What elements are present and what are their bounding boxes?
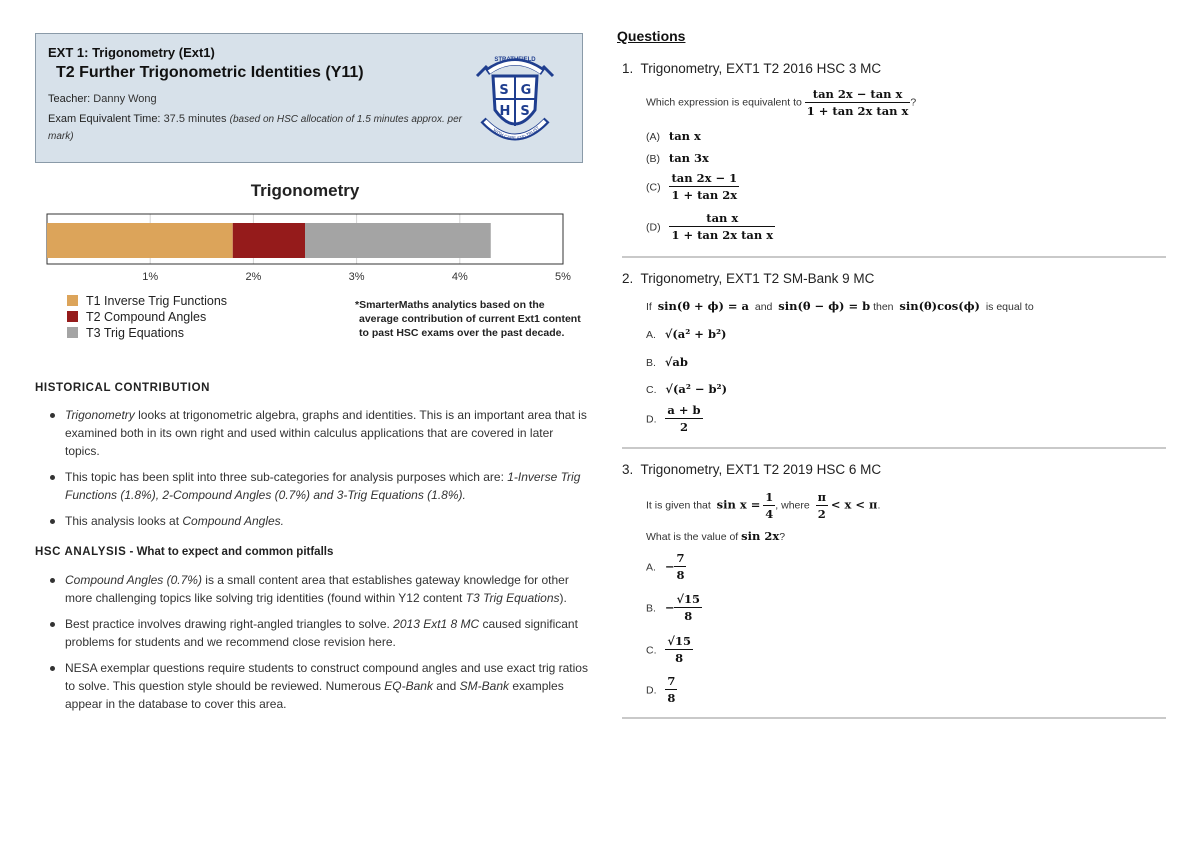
x-tick-label: 2% bbox=[245, 271, 262, 283]
question-1-prompt: Which expression is equivalent to $\frac{\text{tan 2x − tan x}}{\text{1 + tan 2x tan x}}$ ? bbox=[646, 87, 917, 118]
q3-option-a[interactable]: A. − $\frac{7}{8}$ bbox=[646, 551, 685, 582]
legend-item-t3 bbox=[67, 326, 184, 340]
exam-time-note: (based on HSC allocation of 1.5 minutes approx. per mark) bbox=[48, 114, 462, 142]
q2-option-d[interactable]: D. $\frac{a + b}{2}$ bbox=[646, 403, 701, 434]
list-item: Trigonometry looks at trigonometric algebra, graphs and identities. This is an important area that is examined both in its own right and used within calculus applications that are covered in later topics. bbox=[35, 406, 590, 460]
hsc-heading: HSC ANALYSIS - What to expect and common pitfalls bbox=[35, 546, 334, 558]
q1-option-b[interactable]: (B) tan 3x bbox=[646, 151, 709, 165]
historical-list bbox=[35, 406, 590, 538]
x-tick-label: 5% bbox=[555, 271, 571, 283]
question-1-title: 1. Trigonometry, EXT1 T2 2016 HSC 3 MC bbox=[622, 61, 882, 76]
x-tick-label: 1% bbox=[142, 271, 159, 283]
legend-label-t3: T3 Trig Equations bbox=[86, 326, 184, 340]
q3-option-c[interactable]: C. $\frac{√15}{8}$ bbox=[646, 634, 691, 665]
q2-option-c[interactable]: C. √(a² − b²) bbox=[646, 382, 728, 396]
question-3-ask: What is the value of sin 2x? bbox=[646, 529, 786, 543]
q3-option-d[interactable]: D. $\frac{7}{8}$ bbox=[646, 674, 676, 705]
question-3-prompt: It is given that sin x = $\frac{1}{4}$ , where $\frac{\pi}{2}$ < x < π. bbox=[646, 490, 881, 521]
chart-title: Trigonometry bbox=[250, 181, 360, 200]
legend-swatch-t2 bbox=[67, 311, 78, 322]
crest-letter-4: S bbox=[520, 104, 530, 119]
teacher-line bbox=[48, 93, 157, 105]
crest-top-text: STRATHFIELD bbox=[494, 57, 536, 63]
chart-note: *SmarterMaths analytics based on the average contribution of current Ext1 content to past HSC exams over the past decade. bbox=[355, 299, 581, 339]
crest-motto: WITH CARE AND TRUST bbox=[492, 125, 541, 141]
hsc-list bbox=[35, 571, 590, 721]
crest-letter-1: S bbox=[499, 83, 509, 98]
exam-time-line bbox=[48, 111, 478, 145]
bar-segment-t1 bbox=[47, 223, 233, 258]
legend-item-t1 bbox=[67, 294, 227, 308]
x-tick-label: 3% bbox=[348, 271, 365, 283]
course-label: EXT 1: Trigonometry (Ext1) bbox=[48, 45, 215, 60]
question-2-title: 2. Trigonometry, EXT1 T2 SM-Bank 9 MC bbox=[622, 271, 875, 286]
school-crest-icon bbox=[473, 42, 557, 152]
q3-option-b[interactable]: B. − $\frac{√15}{8}$ bbox=[646, 592, 701, 623]
question-divider bbox=[622, 447, 1166, 449]
legend-swatch-t1 bbox=[67, 295, 78, 306]
legend-item-t2 bbox=[67, 310, 206, 324]
stacked-bar-chart bbox=[40, 210, 580, 290]
legend-label-t2: T2 Compound Angles bbox=[86, 310, 207, 324]
header-box bbox=[35, 33, 583, 163]
question-divider bbox=[622, 717, 1166, 719]
q2-option-b[interactable]: B. √ab bbox=[646, 355, 688, 369]
question-1-expression: $\frac{\text{tan 2x − tan x}}{\text{1 + tan 2x tan x}}$ bbox=[806, 87, 909, 118]
x-tick-label: 4% bbox=[451, 271, 468, 283]
teacher-name: Danny Wong bbox=[93, 93, 157, 105]
historical-heading: HISTORICAL CONTRIBUTION bbox=[35, 382, 211, 394]
page-title: T2 Further Trigonometric Identities (Y11) bbox=[56, 64, 364, 81]
list-item: Compound Angles (0.7%) is a small content area that establishes gateway knowledge for other more challenging topics like solving trig identities (found within Y12 content T3 Trig Equations). bbox=[35, 571, 590, 607]
q1-option-d[interactable]: (D) $\frac{\text{tan x}}{\text{1 + tan 2x tan x}}$ bbox=[646, 211, 774, 242]
list-item: This topic has been split into three sub-categories for analysis purposes which are: 1-Inverse Trig Functions (1.8%), 2-Compound Angles (0.7%) and 3-Trig Equations (1.8%). bbox=[35, 468, 590, 504]
list-item: This analysis looks at Compound Angles. bbox=[35, 512, 590, 530]
legend-swatch-t3 bbox=[67, 327, 78, 338]
teacher-label: Teacher: bbox=[48, 93, 91, 105]
exam-time-label: Exam Equivalent Time: bbox=[48, 113, 161, 125]
questions-heading: Questions bbox=[617, 28, 686, 44]
q2-option-a[interactable]: A. √(a² + b²) bbox=[646, 327, 727, 341]
list-item: Best practice involves drawing right-angled triangles to solve. 2013 Ext1 8 MC caused significant problems for students and we recommend close revision here. bbox=[35, 615, 590, 651]
question-3-title: 3. Trigonometry, EXT1 T2 2019 HSC 6 MC bbox=[622, 462, 882, 477]
list-item: NESA exemplar questions require students to construct compound angles and use exact trig ratios to solve. This question style should be reviewed. Numerous EQ-Bank and SM-Bank examples appear in the database to cover this area. bbox=[35, 659, 590, 713]
legend-label-t1: T1 Inverse Trig Functions bbox=[86, 294, 228, 308]
bar-segment-t3 bbox=[305, 223, 491, 258]
question-2-prompt: If sin(θ + ϕ) = a and sin(θ − ϕ) = b then sin(θ)cos(ϕ) is equal to bbox=[646, 299, 1034, 313]
question-divider bbox=[622, 256, 1166, 258]
exam-time-value: 37.5 minutes bbox=[163, 113, 227, 125]
crest-letter-2: G bbox=[520, 83, 532, 98]
q1-option-c[interactable]: (C) $\frac{\tan 2x - 1}{1 + \tan 2x}$ bbox=[646, 171, 738, 202]
crest-letter-3: H bbox=[499, 104, 511, 119]
q1-option-a[interactable]: (A) tan x bbox=[646, 129, 701, 143]
bar-segment-t2 bbox=[233, 223, 305, 258]
